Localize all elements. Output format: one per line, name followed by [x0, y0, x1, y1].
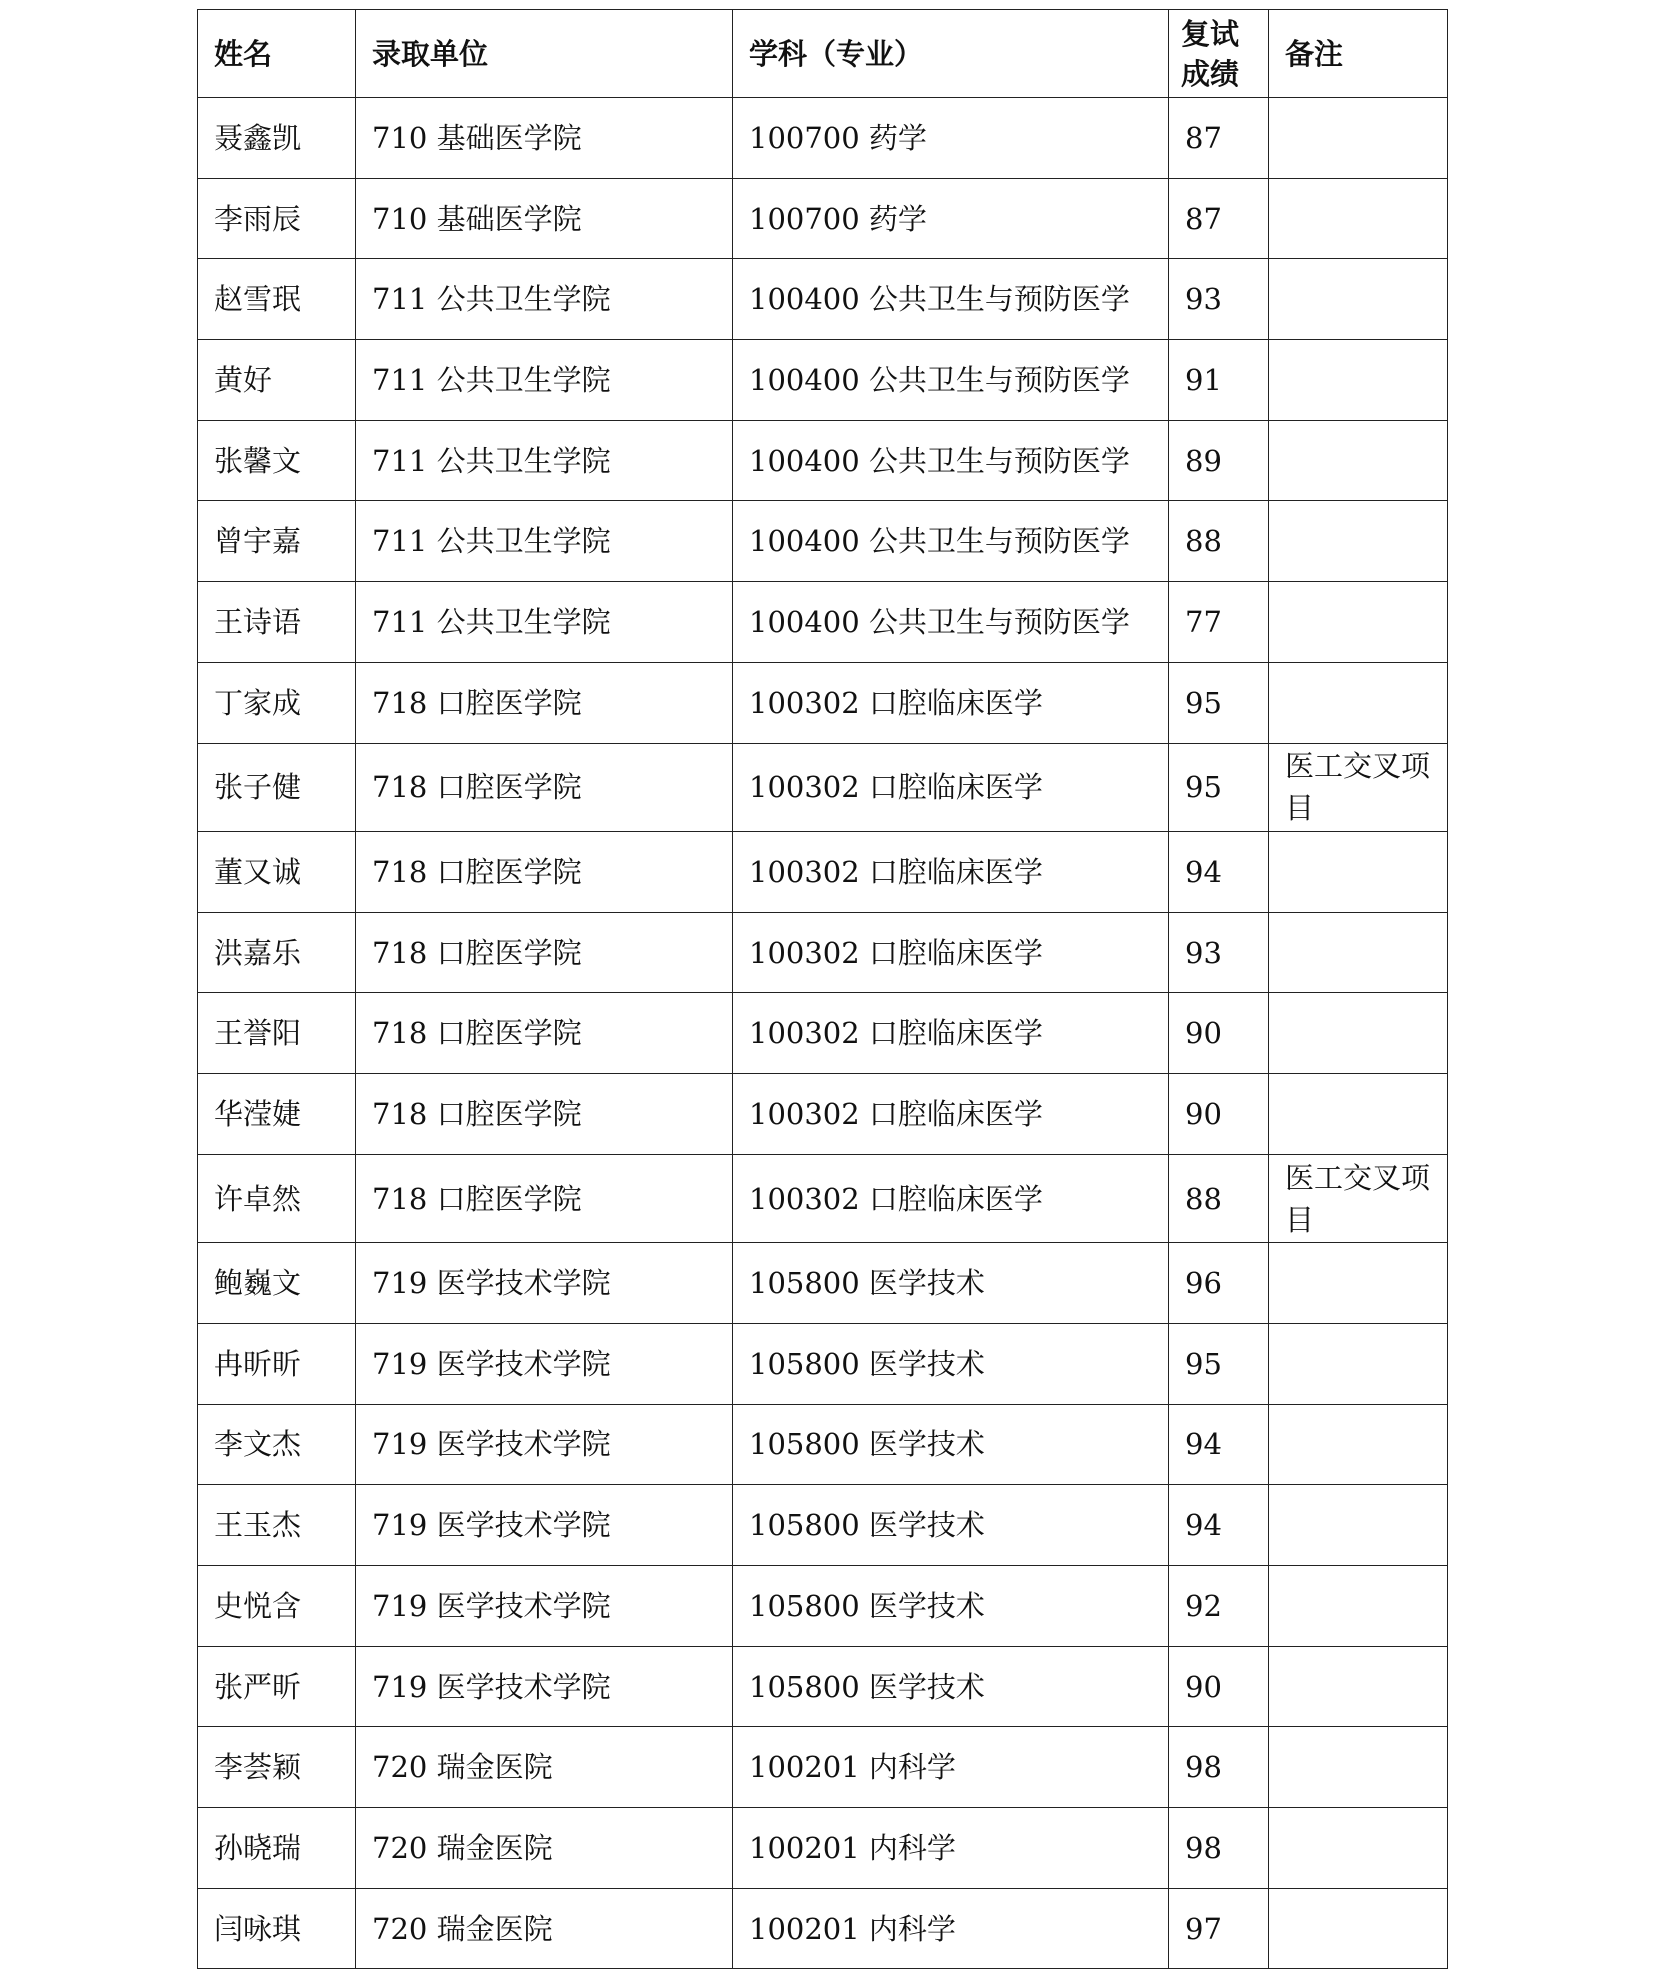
cell-subject: 100302 口腔临床医学 [733, 743, 1169, 832]
cell-subject: 100201 内科学 [733, 1808, 1169, 1889]
cell-subject: 100700 药学 [733, 98, 1169, 179]
cell-unit: 719 医学技术学院 [356, 1566, 733, 1647]
cell-score: 92 [1169, 1566, 1269, 1647]
cell-name: 王诗语 [198, 582, 356, 663]
cell-note [1269, 1485, 1448, 1566]
cell-subject: 100302 口腔临床医学 [733, 662, 1169, 743]
cell-unit: 711 公共卫生学院 [356, 340, 733, 421]
cell-score: 89 [1169, 420, 1269, 501]
cell-score: 87 [1169, 98, 1269, 179]
cell-name: 华滢婕 [198, 1074, 356, 1155]
cell-note [1269, 1646, 1448, 1727]
cell-name: 闫咏琪 [198, 1888, 356, 1969]
cell-score: 96 [1169, 1243, 1269, 1324]
cell-note: 医工交叉项目 [1269, 1154, 1448, 1243]
table-row [198, 743, 1448, 832]
cell-name: 孙晓瑞 [198, 1808, 356, 1889]
cell-note [1269, 340, 1448, 421]
table-row [198, 582, 1448, 663]
cell-note [1269, 662, 1448, 743]
cell-unit: 711 公共卫生学院 [356, 259, 733, 340]
cell-unit: 719 医学技术学院 [356, 1404, 733, 1485]
cell-name: 黄好 [198, 340, 356, 421]
cell-score: 87 [1169, 178, 1269, 259]
cell-score: 94 [1169, 832, 1269, 913]
cell-unit: 720 瑞金医院 [356, 1727, 733, 1808]
cell-subject: 100400 公共卫生与预防医学 [733, 501, 1169, 582]
table-row [198, 1646, 1448, 1727]
cell-unit: 711 公共卫生学院 [356, 420, 733, 501]
cell-note [1269, 1323, 1448, 1404]
cell-unit: 710 基础医学院 [356, 178, 733, 259]
cell-name: 赵雪珉 [198, 259, 356, 340]
cell-name: 鲍巍文 [198, 1243, 356, 1324]
cell-note [1269, 259, 1448, 340]
cell-name: 李荟颖 [198, 1727, 356, 1808]
table-row [198, 993, 1448, 1074]
cell-name: 董又诚 [198, 832, 356, 913]
cell-note [1269, 1888, 1448, 1969]
cell-score: 93 [1169, 912, 1269, 993]
table-row [198, 420, 1448, 501]
cell-subject: 100700 药学 [733, 178, 1169, 259]
header-unit: 录取单位 [356, 10, 733, 98]
table-row [198, 178, 1448, 259]
cell-note [1269, 1243, 1448, 1324]
cell-score: 90 [1169, 993, 1269, 1074]
cell-score: 95 [1169, 743, 1269, 832]
cell-note [1269, 832, 1448, 913]
cell-name: 王玉杰 [198, 1485, 356, 1566]
table-row [198, 912, 1448, 993]
cell-unit: 720 瑞金医院 [356, 1888, 733, 1969]
cell-unit: 711 公共卫生学院 [356, 501, 733, 582]
cell-score: 90 [1169, 1074, 1269, 1155]
cell-subject: 100400 公共卫生与预防医学 [733, 582, 1169, 663]
cell-subject: 100201 内科学 [733, 1727, 1169, 1808]
cell-name: 张馨文 [198, 420, 356, 501]
table-row [198, 832, 1448, 913]
header-name: 姓名 [198, 10, 356, 98]
cell-note [1269, 501, 1448, 582]
cell-unit: 710 基础医学院 [356, 98, 733, 179]
cell-subject: 100400 公共卫生与预防医学 [733, 259, 1169, 340]
cell-subject: 100201 内科学 [733, 1888, 1169, 1969]
table-row [198, 1404, 1448, 1485]
cell-name: 聂鑫凯 [198, 98, 356, 179]
cell-score: 93 [1169, 259, 1269, 340]
cell-subject: 100302 口腔临床医学 [733, 993, 1169, 1074]
cell-name: 许卓然 [198, 1154, 356, 1243]
cell-note [1269, 98, 1448, 179]
cell-subject: 105800 医学技术 [733, 1566, 1169, 1647]
cell-name: 冉昕昕 [198, 1323, 356, 1404]
cell-name: 洪嘉乐 [198, 912, 356, 993]
table-body [198, 98, 1448, 1969]
cell-name: 曾宇嘉 [198, 501, 356, 582]
cell-name: 张严昕 [198, 1646, 356, 1727]
table-row [198, 98, 1448, 179]
cell-note [1269, 993, 1448, 1074]
cell-unit: 719 医学技术学院 [356, 1646, 733, 1727]
cell-unit: 718 口腔医学院 [356, 1154, 733, 1243]
cell-unit: 718 口腔医学院 [356, 743, 733, 832]
cell-subject: 105800 医学技术 [733, 1485, 1169, 1566]
cell-subject: 100400 公共卫生与预防医学 [733, 340, 1169, 421]
cell-note [1269, 420, 1448, 501]
cell-unit: 719 医学技术学院 [356, 1323, 733, 1404]
cell-unit: 719 医学技术学院 [356, 1243, 733, 1324]
cell-unit: 718 口腔医学院 [356, 1074, 733, 1155]
cell-name: 张子健 [198, 743, 356, 832]
cell-unit: 718 口腔医学院 [356, 832, 733, 913]
table-row [198, 501, 1448, 582]
table-row [198, 1808, 1448, 1889]
cell-score: 94 [1169, 1404, 1269, 1485]
cell-name: 李文杰 [198, 1404, 356, 1485]
cell-note: 医工交叉项目 [1269, 743, 1448, 832]
cell-subject: 105800 医学技术 [733, 1646, 1169, 1727]
header-subject: 学科（专业） [733, 10, 1169, 98]
cell-note [1269, 1727, 1448, 1808]
table-header-row [198, 10, 1448, 98]
cell-subject: 105800 医学技术 [733, 1243, 1169, 1324]
cell-score: 98 [1169, 1727, 1269, 1808]
header-score: 复试成绩 [1169, 10, 1269, 98]
table-row [198, 1566, 1448, 1647]
header-note: 备注 [1269, 10, 1448, 98]
cell-score: 88 [1169, 1154, 1269, 1243]
cell-unit: 719 医学技术学院 [356, 1485, 733, 1566]
table-row [198, 259, 1448, 340]
cell-name: 李雨辰 [198, 178, 356, 259]
table-row [198, 662, 1448, 743]
cell-unit: 718 口腔医学院 [356, 662, 733, 743]
table-row [198, 340, 1448, 421]
cell-subject: 100302 口腔临床医学 [733, 912, 1169, 993]
table-row [198, 1074, 1448, 1155]
cell-subject: 100302 口腔临床医学 [733, 832, 1169, 913]
table-row [198, 1154, 1448, 1243]
cell-score: 95 [1169, 1323, 1269, 1404]
cell-note [1269, 912, 1448, 993]
cell-subject: 100302 口腔临床医学 [733, 1074, 1169, 1155]
cell-note [1269, 1808, 1448, 1889]
cell-name: 王誉阳 [198, 993, 356, 1074]
cell-subject: 100400 公共卫生与预防医学 [733, 420, 1169, 501]
cell-note [1269, 1404, 1448, 1485]
cell-subject: 105800 医学技术 [733, 1323, 1169, 1404]
cell-score: 90 [1169, 1646, 1269, 1727]
cell-score: 95 [1169, 662, 1269, 743]
cell-unit: 720 瑞金医院 [356, 1808, 733, 1889]
table-row [198, 1888, 1448, 1969]
table-row [198, 1485, 1448, 1566]
cell-unit: 711 公共卫生学院 [356, 582, 733, 663]
table-row [198, 1323, 1448, 1404]
cell-score: 88 [1169, 501, 1269, 582]
cell-note [1269, 582, 1448, 663]
table-row [198, 1243, 1448, 1324]
table-row [198, 1727, 1448, 1808]
cell-unit: 718 口腔医学院 [356, 912, 733, 993]
cell-score: 94 [1169, 1485, 1269, 1566]
cell-unit: 718 口腔医学院 [356, 993, 733, 1074]
admission-table [197, 9, 1448, 1969]
cell-subject: 105800 医学技术 [733, 1404, 1169, 1485]
cell-score: 91 [1169, 340, 1269, 421]
cell-name: 史悦含 [198, 1566, 356, 1647]
cell-note [1269, 1566, 1448, 1647]
cell-note [1269, 178, 1448, 259]
cell-score: 98 [1169, 1808, 1269, 1889]
cell-score: 77 [1169, 582, 1269, 663]
cell-score: 97 [1169, 1888, 1269, 1969]
cell-name: 丁家成 [198, 662, 356, 743]
cell-subject: 100302 口腔临床医学 [733, 1154, 1169, 1243]
cell-note [1269, 1074, 1448, 1155]
